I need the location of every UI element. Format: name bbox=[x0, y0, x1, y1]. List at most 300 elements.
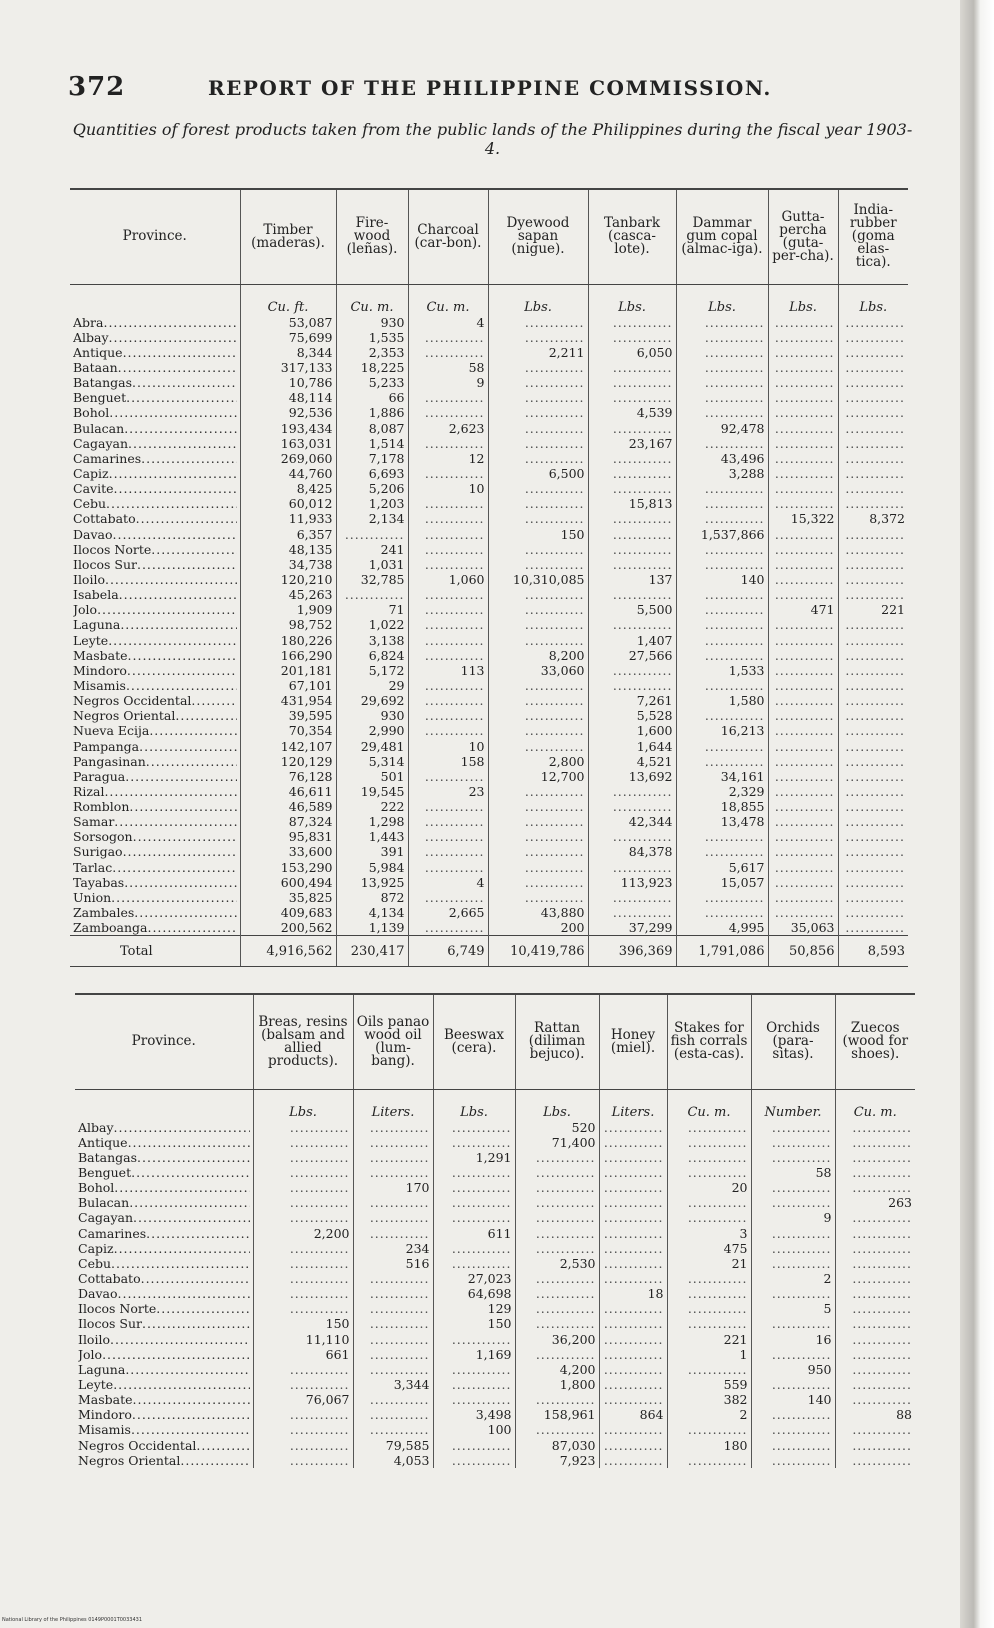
empty-cell: ............ bbox=[599, 1437, 667, 1452]
province-label: Nueva Ecija ..... bbox=[73, 723, 237, 738]
table-row bbox=[70, 814, 908, 829]
empty-cell: ............ bbox=[253, 1241, 353, 1256]
value-cell: 36,200 bbox=[515, 1331, 599, 1346]
value-cell: 34,161 bbox=[676, 769, 768, 784]
table-row bbox=[70, 799, 908, 814]
running-head: REPORT OF THE PHILIPPINE COMMISSION. bbox=[208, 76, 772, 100]
empty-cell: ............ bbox=[838, 738, 908, 753]
total-value: 1,791,086 bbox=[676, 936, 768, 967]
value-cell: 1,407 bbox=[588, 632, 676, 647]
empty-cell: ............ bbox=[408, 708, 488, 723]
value-cell: 8,372 bbox=[838, 511, 908, 526]
value-cell: 3,344 bbox=[353, 1377, 433, 1392]
empty-cell: ............ bbox=[353, 1165, 433, 1180]
table1-total-row bbox=[70, 936, 908, 967]
empty-cell: ............ bbox=[751, 1120, 835, 1135]
empty-cell: ............ bbox=[676, 738, 768, 753]
table-row bbox=[75, 1225, 915, 1240]
table-row bbox=[70, 829, 908, 844]
empty-cell: ............ bbox=[408, 617, 488, 632]
empty-cell: ............ bbox=[835, 1241, 915, 1256]
empty-cell: ............ bbox=[838, 708, 908, 723]
empty-cell: ............ bbox=[838, 451, 908, 466]
value-cell: 1,022 bbox=[336, 617, 408, 632]
empty-cell: ............ bbox=[667, 1271, 751, 1286]
value-cell: 930 bbox=[336, 708, 408, 723]
table1-unit-5: Lbs. bbox=[588, 284, 676, 315]
empty-cell: ............ bbox=[488, 451, 588, 466]
empty-cell: ............ bbox=[768, 360, 838, 375]
table-row bbox=[75, 1120, 915, 1135]
table-row bbox=[70, 436, 908, 451]
empty-cell: ............ bbox=[408, 632, 488, 647]
empty-cell: ............ bbox=[835, 1316, 915, 1331]
value-cell: 92,478 bbox=[676, 420, 768, 435]
empty-cell: ............ bbox=[768, 860, 838, 875]
table-row bbox=[75, 1165, 915, 1180]
empty-cell: ............ bbox=[751, 1286, 835, 1301]
total-value: 6,749 bbox=[408, 936, 488, 967]
empty-cell: ............ bbox=[408, 844, 488, 859]
province-name bbox=[70, 360, 240, 375]
empty-cell: ............ bbox=[667, 1120, 751, 1135]
empty-cell: ............ bbox=[253, 1210, 353, 1225]
table-row bbox=[75, 1362, 915, 1377]
empty-cell: ............ bbox=[336, 526, 408, 541]
province-name bbox=[70, 769, 240, 784]
empty-cell: ............ bbox=[253, 1150, 353, 1165]
empty-cell: ............ bbox=[408, 466, 488, 481]
value-cell: 4,521 bbox=[588, 754, 676, 769]
province-name bbox=[70, 572, 240, 587]
empty-cell: ............ bbox=[599, 1256, 667, 1271]
empty-cell: ............ bbox=[768, 557, 838, 572]
value-cell: 150 bbox=[253, 1316, 353, 1331]
table-row bbox=[70, 875, 908, 890]
table-row bbox=[70, 844, 908, 859]
table-row bbox=[75, 1286, 915, 1301]
empty-cell: ............ bbox=[676, 330, 768, 345]
empty-cell: ............ bbox=[768, 693, 838, 708]
province-name bbox=[75, 1256, 253, 1271]
province-label: Batangas ..... bbox=[73, 375, 237, 390]
empty-cell: ............ bbox=[676, 496, 768, 511]
table2-unit-7: Number. bbox=[751, 1089, 835, 1120]
province-label: Abra ..... bbox=[73, 315, 237, 330]
table-row bbox=[70, 754, 908, 769]
value-cell: 2,200 bbox=[253, 1225, 353, 1240]
province-label: Camarines ..... bbox=[73, 451, 237, 466]
empty-cell: ............ bbox=[408, 860, 488, 875]
empty-cell: ............ bbox=[599, 1347, 667, 1362]
empty-cell: ............ bbox=[751, 1407, 835, 1422]
province-label: Laguna ..... bbox=[78, 1362, 250, 1377]
empty-cell: ............ bbox=[835, 1362, 915, 1377]
table1-unit-1: Cu. ft. bbox=[240, 284, 336, 315]
value-cell: 2,990 bbox=[336, 723, 408, 738]
table-row bbox=[75, 1256, 915, 1271]
value-cell: 120,129 bbox=[240, 754, 336, 769]
value-cell: 48,114 bbox=[240, 390, 336, 405]
province-label: Iloilo ..... bbox=[78, 1332, 250, 1347]
province-name bbox=[70, 405, 240, 420]
value-cell: 9 bbox=[408, 375, 488, 390]
empty-cell: ............ bbox=[751, 1377, 835, 1392]
value-cell: 5,314 bbox=[336, 754, 408, 769]
empty-cell: ............ bbox=[253, 1271, 353, 1286]
value-cell: 8,344 bbox=[240, 345, 336, 360]
empty-cell: ............ bbox=[515, 1180, 599, 1195]
province-label: Tarlac ..... bbox=[73, 860, 237, 875]
empty-cell: ............ bbox=[751, 1180, 835, 1195]
table1-unit-3: Cu. m. bbox=[408, 284, 488, 315]
empty-cell: ............ bbox=[838, 875, 908, 890]
table-row bbox=[70, 557, 908, 572]
province-name bbox=[70, 511, 240, 526]
value-cell: 12,700 bbox=[488, 769, 588, 784]
value-cell: 166,290 bbox=[240, 648, 336, 663]
empty-cell: ............ bbox=[599, 1362, 667, 1377]
empty-cell: ............ bbox=[768, 330, 838, 345]
empty-cell: ............ bbox=[433, 1135, 515, 1150]
empty-cell: ............ bbox=[488, 617, 588, 632]
table2-header-2: Oils panao wood oil (lum-bang). bbox=[353, 994, 433, 1089]
table-row bbox=[70, 905, 908, 920]
empty-cell: ............ bbox=[353, 1150, 433, 1165]
value-cell: 241 bbox=[336, 542, 408, 557]
value-cell: 391 bbox=[336, 844, 408, 859]
empty-cell: ............ bbox=[488, 844, 588, 859]
value-cell: 75,699 bbox=[240, 330, 336, 345]
value-cell: 1,800 bbox=[515, 1377, 599, 1392]
table2-header-8: Zuecos (wood for shoes). bbox=[835, 994, 915, 1089]
empty-cell: ............ bbox=[751, 1225, 835, 1240]
value-cell: 71,400 bbox=[515, 1135, 599, 1150]
empty-cell: ............ bbox=[676, 890, 768, 905]
empty-cell: ............ bbox=[599, 1180, 667, 1195]
empty-cell: ............ bbox=[676, 481, 768, 496]
province-name bbox=[75, 1271, 253, 1286]
empty-cell: ............ bbox=[488, 496, 588, 511]
forest-products-table-1 bbox=[70, 188, 908, 967]
value-cell: 129 bbox=[433, 1301, 515, 1316]
empty-cell: ............ bbox=[768, 390, 838, 405]
empty-cell: ............ bbox=[838, 920, 908, 936]
province-label: Benguet ..... bbox=[78, 1165, 250, 1180]
table2-header-0: Province. bbox=[75, 994, 253, 1089]
empty-cell: ............ bbox=[488, 890, 588, 905]
province-name bbox=[70, 829, 240, 844]
value-cell: 2,329 bbox=[676, 784, 768, 799]
province-label: Bulacan ..... bbox=[73, 421, 237, 436]
value-cell: 520 bbox=[515, 1120, 599, 1135]
value-cell: 27,566 bbox=[588, 648, 676, 663]
value-cell: 18,225 bbox=[336, 360, 408, 375]
empty-cell: ............ bbox=[599, 1392, 667, 1407]
empty-cell: ............ bbox=[838, 405, 908, 420]
value-cell: 18,855 bbox=[676, 799, 768, 814]
empty-cell: ............ bbox=[588, 390, 676, 405]
province-label: Antique ..... bbox=[73, 345, 237, 360]
table-row bbox=[70, 693, 908, 708]
empty-cell: ............ bbox=[488, 784, 588, 799]
value-cell: 2,211 bbox=[488, 345, 588, 360]
empty-cell: ............ bbox=[676, 617, 768, 632]
value-cell: 1,909 bbox=[240, 602, 336, 617]
value-cell: 382 bbox=[667, 1392, 751, 1407]
value-cell: 3,288 bbox=[676, 466, 768, 481]
province-name bbox=[75, 1180, 253, 1195]
province-name bbox=[70, 663, 240, 678]
value-cell: 501 bbox=[336, 769, 408, 784]
page-header bbox=[68, 72, 908, 106]
province-label: Ilocos Norte ..... bbox=[73, 542, 237, 557]
value-cell: 13,692 bbox=[588, 769, 676, 784]
value-cell: 33,060 bbox=[488, 663, 588, 678]
empty-cell: ............ bbox=[353, 1120, 433, 1135]
value-cell: 1,203 bbox=[336, 496, 408, 511]
province-label: Bohol ..... bbox=[73, 405, 237, 420]
empty-cell: ............ bbox=[751, 1135, 835, 1150]
empty-cell: ............ bbox=[676, 754, 768, 769]
province-name bbox=[75, 1377, 253, 1392]
table2-header-row bbox=[75, 994, 915, 1089]
table1-header-2: Fire-wood (leñas). bbox=[336, 189, 408, 284]
table-row bbox=[75, 1301, 915, 1316]
empty-cell: ............ bbox=[433, 1120, 515, 1135]
province-name bbox=[75, 1195, 253, 1210]
empty-cell: ............ bbox=[768, 799, 838, 814]
value-cell: 46,611 bbox=[240, 784, 336, 799]
table2-unit-3: Lbs. bbox=[433, 1089, 515, 1120]
empty-cell: ............ bbox=[835, 1256, 915, 1271]
value-cell: 1,535 bbox=[336, 330, 408, 345]
value-cell: 35,063 bbox=[768, 920, 838, 936]
table2-header-6: Stakes for fish corrals (esta-cas). bbox=[667, 994, 751, 1089]
empty-cell: ............ bbox=[253, 1165, 353, 1180]
province-name bbox=[70, 844, 240, 859]
value-cell: 44,760 bbox=[240, 466, 336, 481]
empty-cell: ............ bbox=[408, 390, 488, 405]
table1-unit-8: Lbs. bbox=[838, 284, 908, 315]
table1-header-7: Gutta-percha (guta-per-cha). bbox=[768, 189, 838, 284]
empty-cell: ............ bbox=[768, 663, 838, 678]
value-cell: 317,133 bbox=[240, 360, 336, 375]
value-cell: 201,181 bbox=[240, 663, 336, 678]
empty-cell: ............ bbox=[599, 1422, 667, 1437]
province-label: Jolo ..... bbox=[78, 1347, 250, 1362]
empty-cell: ............ bbox=[835, 1301, 915, 1316]
empty-cell: ............ bbox=[838, 481, 908, 496]
empty-cell: ............ bbox=[253, 1286, 353, 1301]
table2-unit-0 bbox=[75, 1089, 253, 1120]
empty-cell: ............ bbox=[676, 405, 768, 420]
province-name bbox=[70, 920, 240, 936]
value-cell: 1 bbox=[667, 1347, 751, 1362]
empty-cell: ............ bbox=[433, 1210, 515, 1225]
empty-cell: ............ bbox=[588, 890, 676, 905]
scan-footer: National Library of the Philippines 0149P0001T0033431 bbox=[2, 1617, 143, 1623]
value-cell: 1,533 bbox=[676, 663, 768, 678]
total-value: 230,417 bbox=[336, 936, 408, 967]
empty-cell: ............ bbox=[408, 723, 488, 738]
province-label: Davao ..... bbox=[73, 527, 237, 542]
empty-cell: ............ bbox=[599, 1150, 667, 1165]
empty-cell: ............ bbox=[838, 829, 908, 844]
value-cell: 2,134 bbox=[336, 511, 408, 526]
value-cell: 18 bbox=[599, 1286, 667, 1301]
value-cell: 92,536 bbox=[240, 405, 336, 420]
province-label: Cottabato ..... bbox=[78, 1271, 250, 1286]
table1-unit-2: Cu. m. bbox=[336, 284, 408, 315]
empty-cell: ............ bbox=[599, 1195, 667, 1210]
value-cell: 21 bbox=[667, 1256, 751, 1271]
province-label: Cottabato ..... bbox=[73, 511, 237, 526]
empty-cell: ............ bbox=[253, 1453, 353, 1468]
empty-cell: ............ bbox=[667, 1316, 751, 1331]
empty-cell: ............ bbox=[515, 1225, 599, 1240]
value-cell: 6,357 bbox=[240, 526, 336, 541]
province-name bbox=[75, 1150, 253, 1165]
province-label: Pangasinan ..... bbox=[73, 754, 237, 769]
value-cell: 33,600 bbox=[240, 844, 336, 859]
value-cell: 6,693 bbox=[336, 466, 408, 481]
empty-cell: ............ bbox=[353, 1210, 433, 1225]
empty-cell: ............ bbox=[588, 360, 676, 375]
empty-cell: ............ bbox=[515, 1301, 599, 1316]
value-cell: 11,933 bbox=[240, 511, 336, 526]
empty-cell: ............ bbox=[835, 1225, 915, 1240]
empty-cell: ............ bbox=[768, 905, 838, 920]
empty-cell: ............ bbox=[676, 708, 768, 723]
value-cell: 10 bbox=[408, 738, 488, 753]
province-label: Zamboanga ..... bbox=[73, 920, 237, 935]
table-row bbox=[75, 1210, 915, 1225]
empty-cell: ............ bbox=[488, 875, 588, 890]
value-cell: 5,233 bbox=[336, 375, 408, 390]
province-name bbox=[70, 723, 240, 738]
province-name bbox=[70, 587, 240, 602]
province-name bbox=[75, 1422, 253, 1437]
empty-cell: ............ bbox=[408, 345, 488, 360]
empty-cell: ............ bbox=[588, 420, 676, 435]
province-label: Bulacan ..... bbox=[78, 1195, 250, 1210]
table1-unit-6: Lbs. bbox=[676, 284, 768, 315]
table-row bbox=[75, 1453, 915, 1468]
province-name bbox=[70, 708, 240, 723]
province-label: Ilocos Sur ..... bbox=[78, 1316, 250, 1331]
value-cell: 516 bbox=[353, 1256, 433, 1271]
value-cell: 1,060 bbox=[408, 572, 488, 587]
total-value: 10,419,786 bbox=[488, 936, 588, 967]
table-row bbox=[75, 1347, 915, 1362]
province-name bbox=[70, 905, 240, 920]
empty-cell: ............ bbox=[838, 784, 908, 799]
empty-cell: ............ bbox=[488, 420, 588, 435]
province-label: Iloilo ..... bbox=[73, 572, 237, 587]
value-cell: 1,514 bbox=[336, 436, 408, 451]
value-cell: 137 bbox=[588, 572, 676, 587]
value-cell: 15,322 bbox=[768, 511, 838, 526]
empty-cell: ............ bbox=[408, 814, 488, 829]
empty-cell: ............ bbox=[488, 542, 588, 557]
value-cell: 87,324 bbox=[240, 814, 336, 829]
province-label: Samar ..... bbox=[73, 814, 237, 829]
province-label: Ilocos Sur ..... bbox=[73, 557, 237, 572]
empty-cell: ............ bbox=[588, 375, 676, 390]
value-cell: 120,210 bbox=[240, 572, 336, 587]
table2-header-3: Beeswax (cera). bbox=[433, 994, 515, 1089]
province-name bbox=[70, 466, 240, 481]
empty-cell: ............ bbox=[667, 1150, 751, 1165]
empty-cell: ............ bbox=[488, 708, 588, 723]
empty-cell: ............ bbox=[768, 875, 838, 890]
value-cell: 142,107 bbox=[240, 738, 336, 753]
empty-cell: ............ bbox=[835, 1271, 915, 1286]
province-name bbox=[75, 1347, 253, 1362]
forest-products-table-2 bbox=[75, 993, 915, 1468]
empty-cell: ............ bbox=[751, 1422, 835, 1437]
empty-cell: ............ bbox=[835, 1135, 915, 1150]
empty-cell: ............ bbox=[599, 1331, 667, 1346]
table-row bbox=[75, 1437, 915, 1452]
value-cell: 8,200 bbox=[488, 648, 588, 663]
empty-cell: ............ bbox=[768, 648, 838, 663]
value-cell: 158 bbox=[408, 754, 488, 769]
total-value: 50,856 bbox=[768, 936, 838, 967]
table-row bbox=[70, 390, 908, 405]
province-label: Pampanga ..... bbox=[73, 739, 237, 754]
province-label: Capiz ..... bbox=[78, 1241, 250, 1256]
value-cell: 150 bbox=[433, 1316, 515, 1331]
value-cell: 1,886 bbox=[336, 405, 408, 420]
empty-cell: ............ bbox=[353, 1347, 433, 1362]
empty-cell: ............ bbox=[835, 1377, 915, 1392]
empty-cell: ............ bbox=[676, 436, 768, 451]
empty-cell: ............ bbox=[838, 420, 908, 435]
province-label: Laguna ..... bbox=[73, 617, 237, 632]
empty-cell: ............ bbox=[667, 1210, 751, 1225]
empty-cell: ............ bbox=[599, 1165, 667, 1180]
empty-cell: ............ bbox=[488, 602, 588, 617]
empty-cell: ............ bbox=[676, 829, 768, 844]
value-cell: 5,984 bbox=[336, 860, 408, 875]
province-label: Camarines ..... bbox=[78, 1226, 250, 1241]
value-cell: 8,425 bbox=[240, 481, 336, 496]
value-cell: 95,831 bbox=[240, 829, 336, 844]
empty-cell: ............ bbox=[676, 632, 768, 647]
province-name bbox=[70, 875, 240, 890]
province-label: Tayabas ..... bbox=[73, 875, 237, 890]
empty-cell: ............ bbox=[253, 1120, 353, 1135]
empty-cell: ............ bbox=[676, 648, 768, 663]
empty-cell: ............ bbox=[676, 602, 768, 617]
value-cell: 98,752 bbox=[240, 617, 336, 632]
province-name bbox=[75, 1135, 253, 1150]
empty-cell: ............ bbox=[433, 1180, 515, 1195]
empty-cell: ............ bbox=[488, 511, 588, 526]
empty-cell: ............ bbox=[838, 860, 908, 875]
value-cell: 3,498 bbox=[433, 1407, 515, 1422]
empty-cell: ............ bbox=[253, 1422, 353, 1437]
total-value: 8,593 bbox=[838, 936, 908, 967]
empty-cell: ............ bbox=[768, 769, 838, 784]
empty-cell: ............ bbox=[835, 1286, 915, 1301]
value-cell: 23,167 bbox=[588, 436, 676, 451]
empty-cell: ............ bbox=[838, 844, 908, 859]
empty-cell: ............ bbox=[838, 905, 908, 920]
empty-cell: ............ bbox=[599, 1225, 667, 1240]
